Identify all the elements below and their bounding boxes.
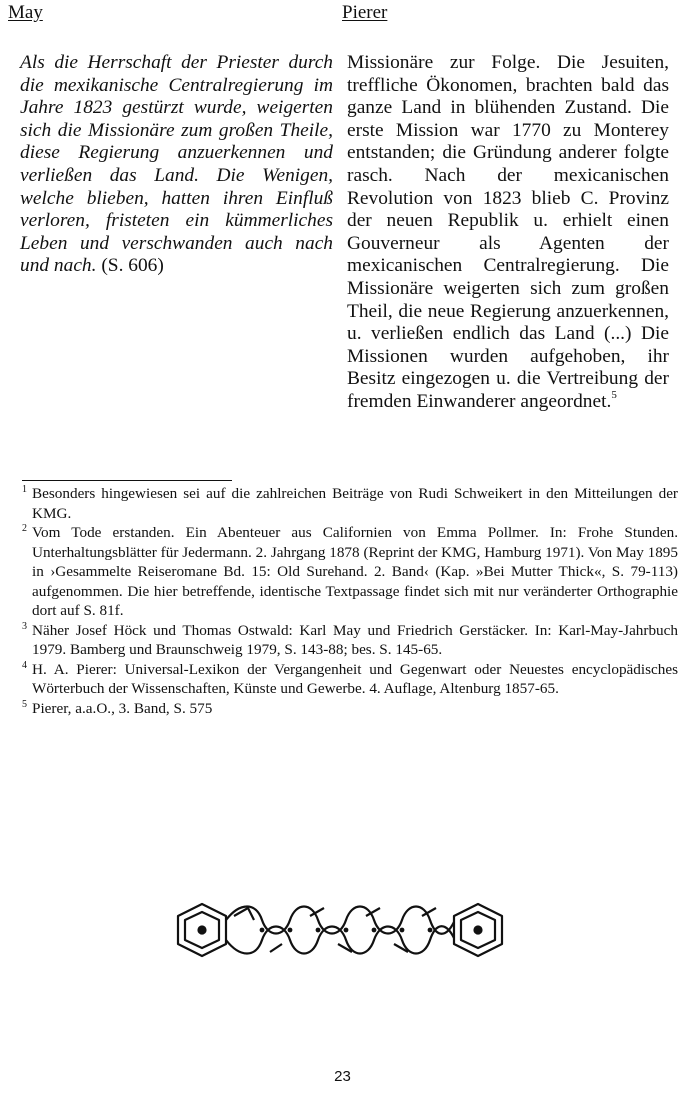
footnote-separator: [22, 480, 232, 481]
footnote-number: 3: [22, 620, 27, 632]
footnote-text: Pierer, a.a.O., 3. Band, S. 575: [32, 699, 213, 717]
may-quote: Als die Herrschaft der Priester durch die mexikanische Centralregierung im Jahre 1823 gestürzt wurde, weigerten sich die Missionäre zum großen Theile, diese Regierung anzuerkennen und verließen das Land. Die Wenigen, welche blieben, hatten ihren Einfluß verloren, fristeten ein kümmerliches Leben und verschwanden auch nach und nach.: [20, 52, 333, 277]
footnote-item: [22, 660, 678, 699]
footnote-number: 1: [22, 484, 27, 495]
left-column: [20, 52, 333, 278]
footnote-number: 5: [22, 698, 27, 710]
right-column: [347, 52, 669, 414]
decorative-ornament-icon: [170, 898, 510, 962]
running-head-left: May: [8, 2, 43, 23]
running-head-right: Pierer: [342, 2, 388, 23]
footnote-number: 4: [22, 659, 27, 671]
footnote-item: [22, 523, 678, 621]
footnote-item: [22, 699, 678, 719]
quote-citation: (S. 606): [101, 255, 164, 277]
page-number: 23: [334, 1068, 351, 1085]
footnote-number: 2: [22, 523, 27, 534]
footnote-text: Besonders hingewiesen sei auf die zahlreichen Beiträge von Rudi Schweikert in den Mitteilungen der KMG.: [32, 485, 678, 522]
pierer-quote: Missionäre zur Folge. Die Jesuiten, treffliche Ökonomen, brachten bald das ganze Land in blühenden Zustand. Die erste Mission war 1770 zu Monterey entstanden; die Gründung anderer folgte rasch. Nach der mexicanischen Revolution von 1823 blieb C. Provinz der neuen Republik u. erhielt einen Gouverneur als Agenten der mexicanischen Centralregierung. Die Missionäre weigerten sich zum großen Theil, die neue Regierung anzuerkennen, u. verließen endlich das Land (...) Die Missionen wurden aufgehoben, ihr Besitz eingezogen u. die Vertreibung der fremden Einwanderer angeordnet.: [347, 52, 669, 412]
footnote-item: [22, 621, 678, 660]
footnote-item: [22, 484, 678, 523]
footnote-text: Näher Josef Höck und Thomas Ostwald: Karl May und Friedrich Gerstäcker. In: Karl-May-Jahrbuch 1979. Bamberg und Braunschweig 1979, S. 143-88; bes. S. 145-65.: [32, 621, 678, 658]
footnote-text: H. A. Pierer: Universal-Lexikon der Vergangenheit und Gegenwart oder Neuestes encyclopädisches Wörterbuch der Wissenschaften, Künste und Gewerbe. 4. Auflage, Altenburg 1857-65.: [32, 660, 678, 697]
footnotes-list: [22, 484, 678, 718]
footnote-reference: 5: [611, 388, 617, 401]
footnote-text: Vom Tode erstanden. Ein Abenteuer aus Californien von Emma Pollmer. In: Frohe Stunden. Unterhaltungsblätter für Jedermann. 2. Jahrgang 1878 (Reprint der KMG, Hamburg 1971). Von May 1895 in ›Gesammelte Reiseromane Bd. 15: Old Surehand. 2. Band‹ (Kap. »Bei Mutter Thick«, S. 79-113) aufgenommen. Die hier betreffende, identische Textpassage findet sich mit nur veränderter Orthographie dort auf S. 81f.: [32, 524, 678, 619]
